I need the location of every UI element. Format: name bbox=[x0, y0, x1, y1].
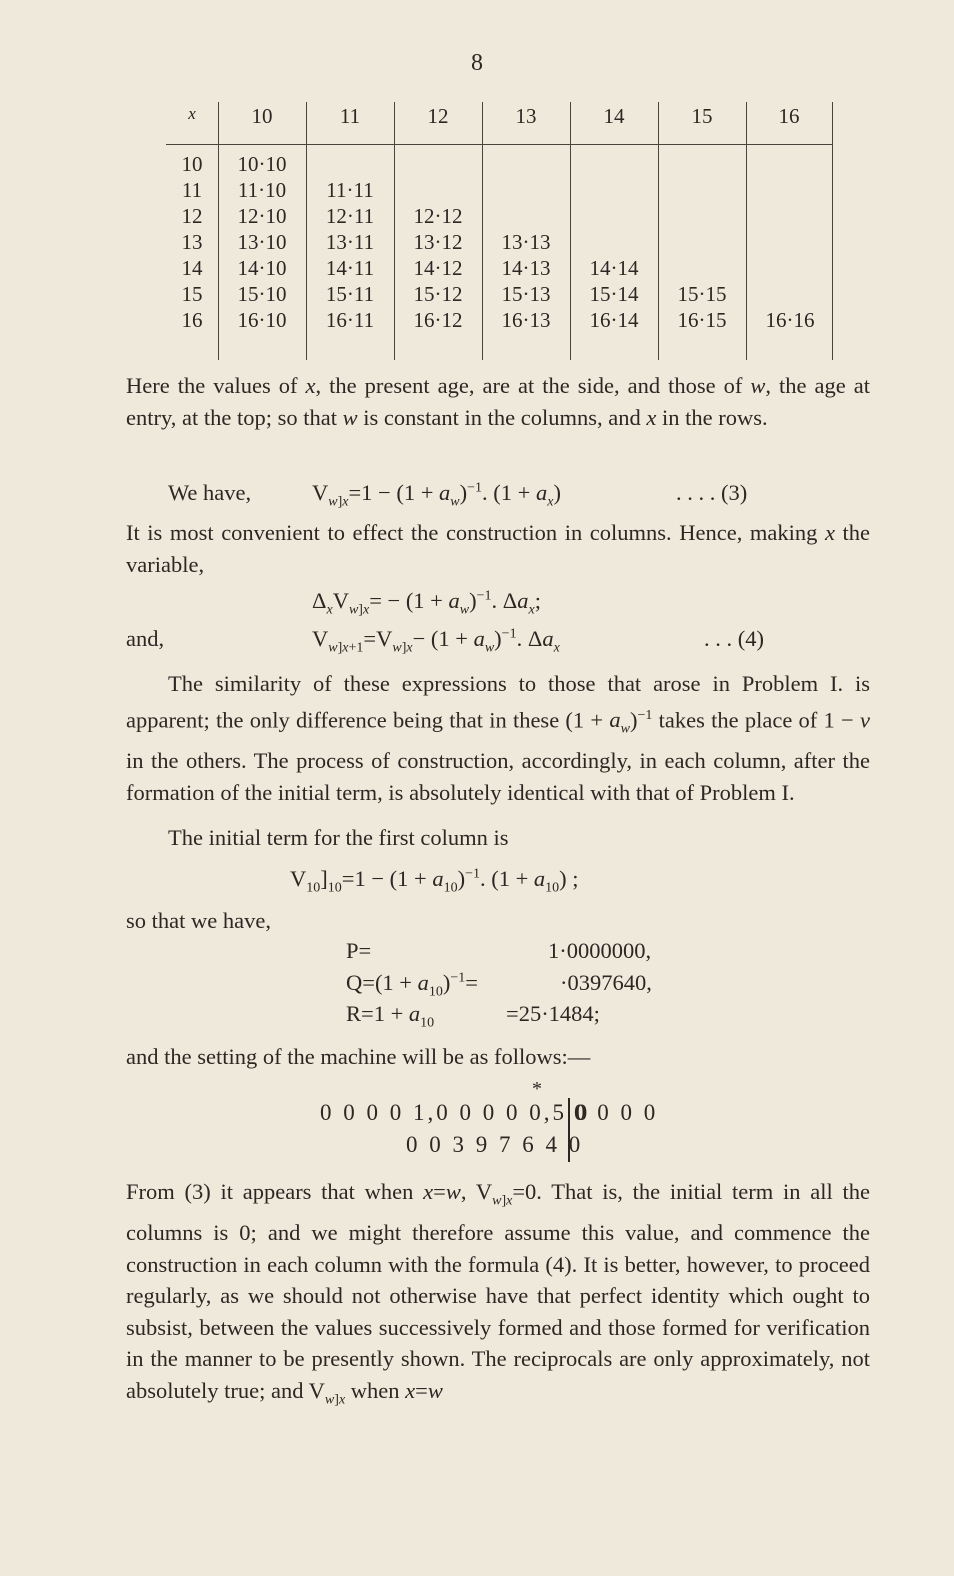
column-header: 10 bbox=[251, 104, 273, 128]
table-cell: 11·10 bbox=[237, 178, 287, 202]
equation-3-tag: . . . . (3) bbox=[676, 480, 748, 505]
page-number: 8 bbox=[471, 50, 483, 76]
table-cell: 16·14 bbox=[589, 308, 639, 332]
table-cell: 12·10 bbox=[237, 204, 287, 228]
q-value: ·0397640, bbox=[560, 970, 652, 995]
column-header: 11 bbox=[339, 104, 361, 128]
equation-3: $V_{w]x}=1 - (1 + a_w)^{-1}$. $(1 + a_x)$ bbox=[312, 480, 561, 510]
table-cell: 15·10 bbox=[237, 282, 287, 306]
table-cell: 12·11 bbox=[325, 204, 375, 228]
we-have-label: We have, bbox=[168, 480, 252, 505]
paragraph-6: From (3) it appears that when x=w, $V_{w]x}=0$. That is, the initial term in all the columns is 0; and we might therefore assume this value, and commence the construction in each column with the formula (4). It is better, however, to proceed regularly, as we should not otherwise have that perfect identity which ought to subsist, between the values successively formed and those formed for verification in the manner to be presently shown. The reciprocals are only approximately, not absolutely true; and $V_{w]x}$ when x=w bbox=[126, 1179, 870, 1407]
machine-row-2: 0 0 3 9 7 6 4 0 bbox=[406, 1132, 584, 1157]
table-header-rule bbox=[166, 144, 832, 145]
table-cell: 16·16 bbox=[765, 308, 815, 332]
table-cell: 13·12 bbox=[413, 230, 463, 254]
row-label: 15 bbox=[181, 282, 203, 306]
equation-4: $V_{w]x+1}=V_{w]x}- (1 + a_w)^{-1}$. $\Delta a_x$ bbox=[312, 626, 560, 656]
paragraph-2: It is most convenient to effect the construction in columns. Hence, making x the variable, bbox=[126, 520, 870, 577]
paragraph-5: and the setting of the machine will be as follows:— bbox=[126, 1044, 591, 1069]
table-cell: 14·12 bbox=[413, 256, 463, 280]
machine-star: * bbox=[532, 1078, 542, 1100]
column-header: 13 bbox=[515, 104, 537, 128]
row-label: 10 bbox=[181, 152, 203, 176]
so-that-label: so that we have, bbox=[126, 908, 271, 933]
table-cell: 16·10 bbox=[237, 308, 287, 332]
table-cell: 15·13 bbox=[501, 282, 551, 306]
row-label: 12 bbox=[181, 204, 203, 228]
and-label: and, bbox=[126, 626, 165, 651]
table-cell: 14·11 bbox=[325, 256, 375, 280]
table-cell: 14·14 bbox=[589, 256, 639, 280]
table-cell: 15·14 bbox=[589, 282, 639, 306]
row-label: 11 bbox=[181, 178, 203, 202]
equation-initial: $V_{10}]_{10}=1 - (1 + a_{10})^{-1}$. $(1 + a_{10})$ ; bbox=[290, 866, 579, 896]
table-cell: 15·12 bbox=[413, 282, 463, 306]
age-table bbox=[166, 96, 838, 360]
q-label: $Q=(1 + a_{10})^{-1}=$ bbox=[346, 970, 478, 1000]
row-label: 14 bbox=[181, 256, 203, 280]
table-cell: 13·13 bbox=[501, 230, 551, 254]
p-value: 1·0000000, bbox=[548, 938, 652, 963]
table-cell: 13·10 bbox=[237, 230, 287, 254]
table-cell: 16·13 bbox=[501, 308, 551, 332]
table-cell: 12·12 bbox=[413, 204, 463, 228]
row-label: 16 bbox=[181, 308, 203, 332]
table-cell: 16·12 bbox=[413, 308, 463, 332]
table-cell: 16·11 bbox=[325, 308, 375, 332]
r-value: =25·1484; bbox=[506, 1001, 600, 1026]
p-label: P= bbox=[346, 938, 372, 963]
table-cell: 14·13 bbox=[501, 256, 551, 280]
column-header: 16 bbox=[778, 104, 800, 128]
table-cell: 15·15 bbox=[677, 282, 727, 306]
table-cell: 16·15 bbox=[677, 308, 727, 332]
table-cell: 14·10 bbox=[237, 256, 287, 280]
machine-row-1-right: 0 0 0 0 bbox=[574, 1100, 659, 1125]
paragraph-3: The similarity of these expressions to those that arose in Problem I. is apparent; the only difference being that in these $(1 + a_w)^{-1}$ takes the place of 1 − v in the others. The process of construction, accordingly, in each column, after the formation of the initial term, is absolutely identical with that of Problem I. bbox=[126, 671, 870, 805]
column-header: 14 bbox=[603, 104, 625, 128]
row-label: 13 bbox=[181, 230, 203, 254]
table-cell: 10·10 bbox=[237, 152, 287, 176]
table-cell: 11·11 bbox=[326, 178, 374, 202]
table-cell: 13·11 bbox=[325, 230, 375, 254]
column-header: 12 bbox=[427, 104, 449, 128]
table-corner: x bbox=[188, 104, 196, 123]
paragraph-4: The initial term for the first column is bbox=[168, 825, 509, 850]
r-label: $R=1 + a_{10}$ bbox=[346, 1001, 435, 1031]
equation-delta: $\Delta_xV_{w]x}= - (1 + a_w)^{-1}$. $\Delta a_x$; bbox=[312, 588, 541, 618]
table-cell: 15·11 bbox=[325, 282, 375, 306]
machine-row-1-left: 0 0 0 0 1,0 0 0 0 0,5 0 bbox=[320, 1100, 591, 1125]
paragraph-1: Here the values of x, the present age, are at the side, and those of w, the age at entry, at the top; so that w is constant in the columns, and x in the rows. bbox=[126, 373, 870, 430]
column-header: 15 bbox=[691, 104, 713, 128]
equation-4-tag: . . . (4) bbox=[704, 626, 764, 651]
